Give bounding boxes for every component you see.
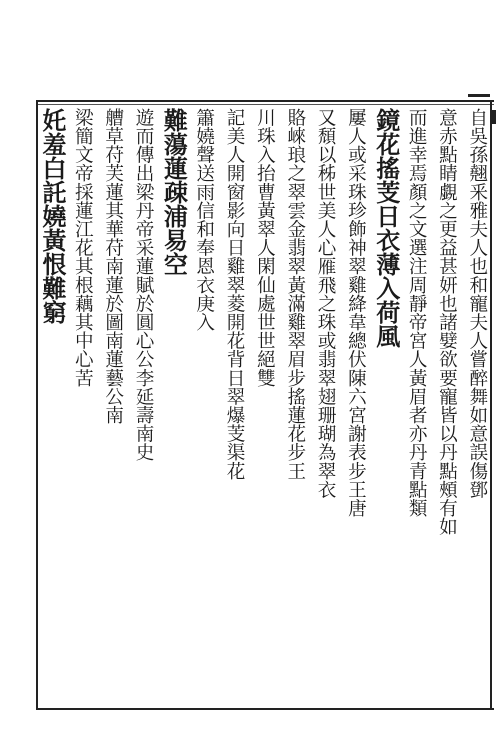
text-column-8: 川珠入抬曹黃翠人閑仙處世世絕雙 [254, 108, 276, 387]
frame-top-rule-inner [36, 104, 494, 105]
text-column-15-heading: 奼羞白託嬈黃恨難窮 [38, 108, 67, 324]
text-columns [40, 108, 490, 706]
text-column-5: 屢人或采珠珍飾神翠雞絳韋總伏陳六宮謝表步王唐 [345, 108, 367, 518]
text-column-11-heading: 難蕩蓮疎浦易空 [159, 108, 189, 276]
frame-bottom-rule [36, 708, 494, 710]
text-column-13: 艚草苻芙蓮其華苻南蓮於圖南蓮藝公南 [102, 108, 124, 425]
text-column-10: 簫嬈聲送雨信和奉恩衣庚入 [193, 108, 215, 332]
text-column-2: 意赤點睛覷之更益甚妍也諸嬖欲要寵皆以丹點頰有如 [436, 108, 458, 536]
text-column-14: 梁簡文帝採蓮江花其根藕其中心苦 [72, 108, 94, 387]
text-column-6: 又頹以秭世美人心雁飛之珠或翡翠翅珊瑚為翠衣 [315, 108, 337, 499]
text-column-7: 賂崍琅之翠雲金翡翠黃滿雞翠眉步搖蓮花步王 [284, 108, 306, 480]
text-column-12: 遊而傳出梁丹帝采蓮賦於圓心公李延壽南史 [133, 108, 155, 462]
frame-right-rule [490, 100, 492, 710]
text-column-9: 記美人開窗影向日雞翠菱開花背日翠爆芰渠花 [224, 108, 246, 480]
frame-top-rule [36, 100, 494, 102]
ink-mark [492, 110, 496, 124]
text-column-1: 自吳孫翹釆雅夫人也和寵夫人嘗醉舞如意誤傷鄧 [466, 108, 488, 499]
text-column-4-heading: 鏡花搖芰日衣薄入荷風 [371, 108, 401, 348]
ink-mark [468, 94, 490, 97]
text-column-3: 而進幸焉顏之文選注周靜帝宮人黃眉者亦丹青點類 [406, 108, 428, 518]
